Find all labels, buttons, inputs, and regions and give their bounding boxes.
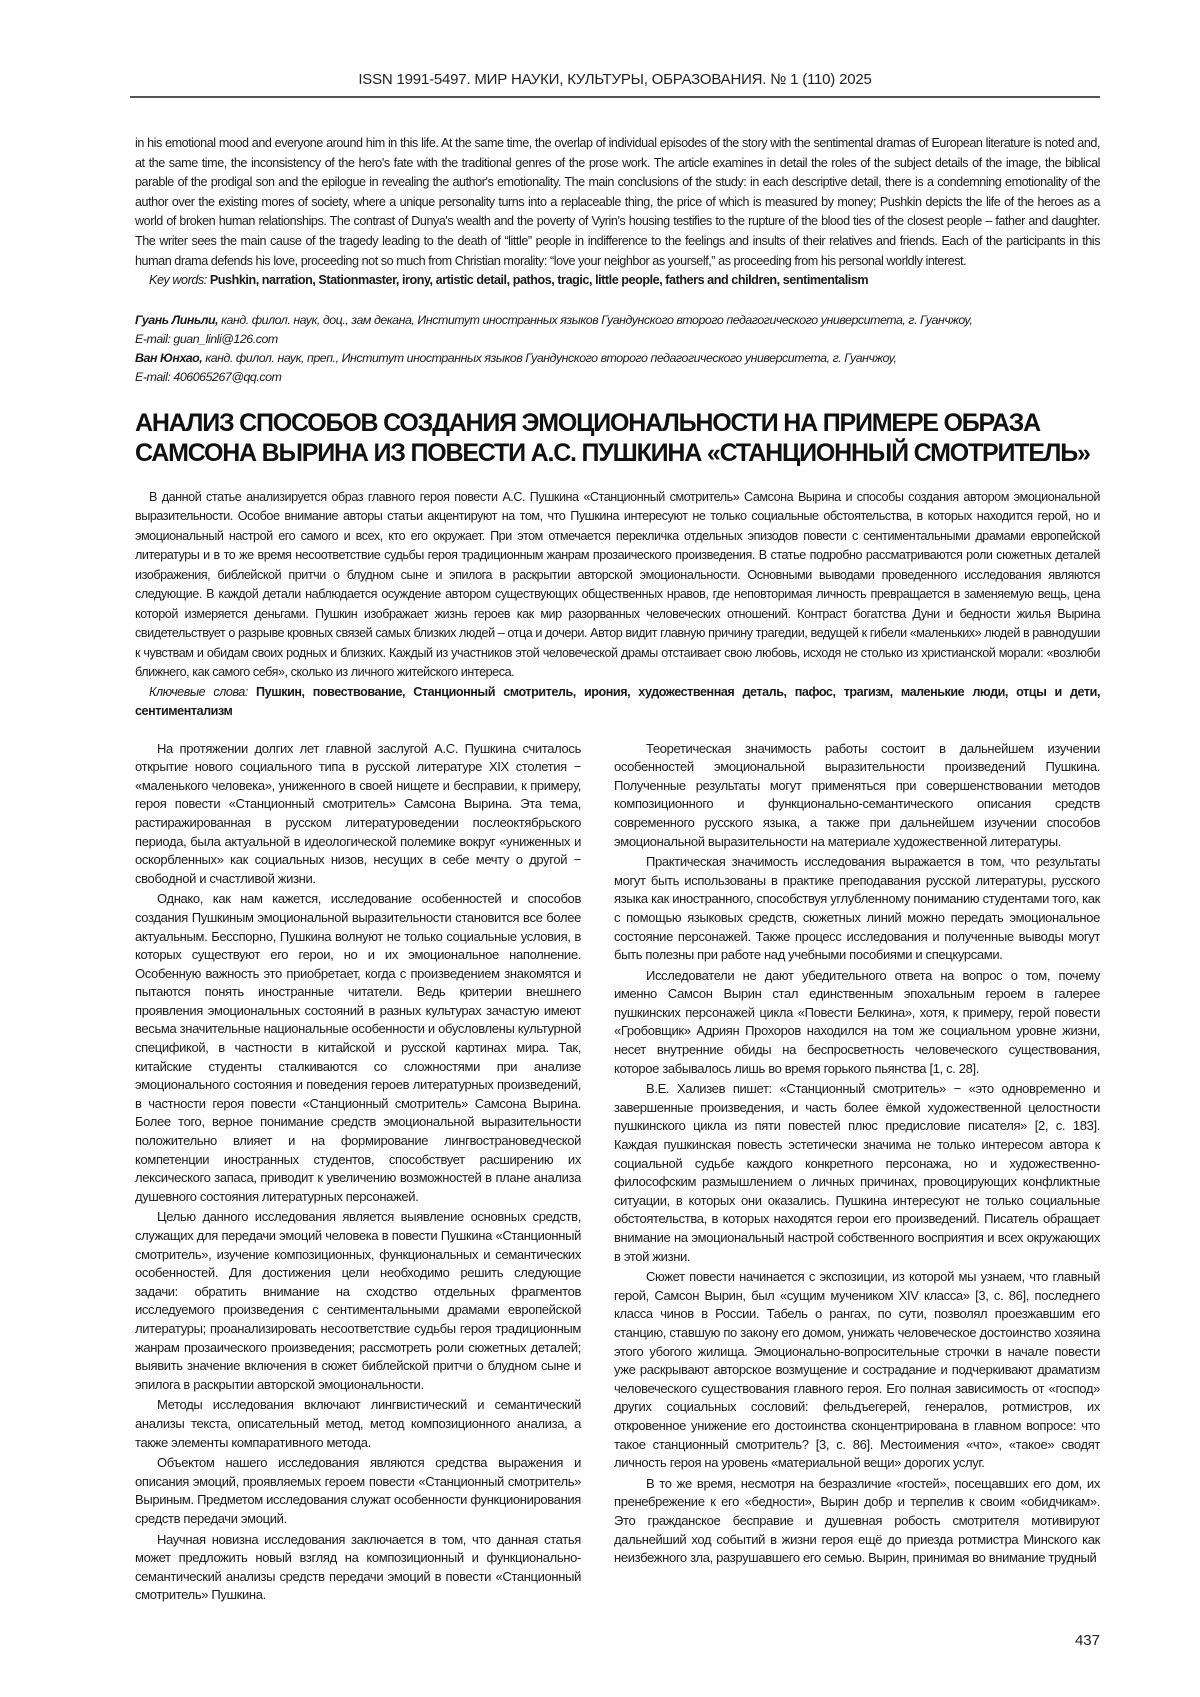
english-abstract-text: in his emotional mood and everyone around him in this life. At the same time, the overlap of individual episodes of the story with the sentimental dramas of European literature is noted and, at the same time, the inconsistency of the hero's fate with the traditional genres of the prose work. The article examines in detail the roles of the subject details of the image, the biblical parable of the prodigal son and the epilogue in revealing the author's emotionality. The main conclusions of the study: in each descriptive detail, there is a condemning emotionality of the author over the existing mores of society, where a unique personality turns into a replaceable thing, the price of which is measured by money; Pushkin depicts the life of the heroes as a world of broken human relationships. The contrast of Dunya's wealth and the poverty of Vyrin's housing testifies to the rupture of the blood ties of the closest people – father and daughter. The writer sees the main cause of the tragedy leading to the death of “little” people in indifference to the feelings and insults of their relatives and friends. Each of the participants in this human drama defends his love, proceeding not so much from Christian morality: “love your neighbor as yourself,” as proceeding from his personal worldly interest. xyxy=(135,136,1100,268)
author-affiliation: канд. филол. наук, преп., Институт иностранных языков Гуандунского второго педагогического университета, г. Гуанчжоу, xyxy=(202,351,897,366)
article-title xyxy=(135,408,1100,468)
paragraph: На протяжении долгих лет главной заслугой А.С. Пушкина считалось открытие нового социального типа в русской литературе XIX столетия − «маленького человека», униженного в своей нищете и бесправии, к примеру, героя повести «Станционный смотритель» Самсона Вырина. Эта тема, растиражированная в русском литературоведении послеоктябрьского периода, была актуальной в идеологической полемике вокруг «униженных и оскорбленных» как социальных низов, несущих в себе мечту о другой − свободной и счастливой жизни. xyxy=(135,740,581,886)
author-name: Ван Юнхао, xyxy=(135,351,203,366)
paragraph: Целью данного исследования является выявление основных средств, служащих для передачи эмоций человека в повести Пушкина «Станционный смотритель», изучение композиционных, функциональных и семантических особенностей. Для достижения цели необходимо решить следующие задачи: обратить внимание на сходство отдельных фрагментов исследуемого произведения с сентиментальными драмами европейской литературы; проанализировать несоответствие судьбы героя традиционным жанрам прозаического произведения; рассмотреть роли сюжетных деталей; выявить значение включения в сюжет библейской притчи о блудном сыне и эпилога в раскрытии авторской эмоциональности. xyxy=(135,1209,581,1392)
author-affiliation: канд. филол. наук, доц., зам декана, Институт иностранных языков Гуандунского второго педагогического университета, г. Гуанчжоу, xyxy=(218,312,973,327)
paragraph: Однако, как нам кажется, исследование особенностей и способов создания Пушкиным эмоциональной выразительности становится все более актуальным. Бесспорно, Пушкина волнуют не только социальные условия, в которых существуют его герои, но и их эмоциональное наполнение. Особенную важность это приобретает, когда с произведением знакомятся и пытаются понять иностранные читатели. Ведь критерии внешнего проявления эмоциональных состояний в разных культурах зачастую имеют весьма значительные национальные особенности и обусловлены культурной спецификой, в частности в китайской и русской картинах мира. Так, китайские студенты сталкиваются со сложностями при анализе эмоционального состояния и поведения героев литературных произведений, в частности героя повести «Станционный смотритель» Самсона Вырина. Более того, верное понимание средств эмоциональной выразительности положительно влияет и на формирование лингвострановедческой компетенции иностранных студентов, способствует расширению их лексического запаса, приводит к увеличению возможностей в плане анализа душевного состояния литературных персонажей. xyxy=(135,891,581,1204)
paragraph: Объектом нашего исследования являются средства выражения и описания эмоций, проявляемых героем повести «Станционный смотритель» Выриным. Предметом исследования служат особенности функционирования средств передачи эмоций. xyxy=(135,1455,581,1526)
english-keywords-label: Key words: xyxy=(149,273,207,288)
english-abstract xyxy=(135,134,1100,291)
header-divider xyxy=(130,96,1100,98)
page-number: 437 xyxy=(1074,1631,1100,1649)
paragraph: В.Е. Хализев пишет: «Станционный смотритель» − «это одновременно и завершенные произведения, и часть более ёмкой художественной целостности пушкинского цикла из пяти повестей плюс предисловие писателя» [2, с. 183]. Каждая пушкинская повесть эстетически значима не только интересом автора к социальной судьбе каждого конкретного персонажа, но и художественно-философским размышлением о личных причинах, провоцирующих конфликтные ситуации, в которых они оказались. Пушкина интересуют не только социальные обстоятельства, в которых находятся герои его произведений. Писатель обращает внимание на эмоциональный настрой собственного восприятия и всех окружающих в этой жизни. xyxy=(614,1081,1100,1264)
paragraph: Сюжет повести начинается с экспозиции, из которой мы узнаем, что главный герой, Самсон Вырин, был «сущим мучеником XIV класса» [3, с. 86], последнего класса чинов в России. Табель о рангах, по сути, позволял проезжавшим его станцию, ставшую по закону его домом, унижать человеческое достоинство хозяина этого убогого жилища. Эмоционально-вопросительные строчки в начале повести уже раскрывают авторское возмущение и сострадание и подчеркивают драматизм человеческого существования главного героя. Его полная зависимость от «господ» других социальных сословий: фельдъегерей, генералов, ротмистров, их откровенное унижение его достоинства сконцентрирована в главном вопросе: что такое станционный смотритель? [3, с. 86]. Местоимения «что», «такое» сводят личность героя на уровень «материальной вещи» дорогих услуг. xyxy=(614,1269,1100,1471)
russian-keywords-label: Ключевые слова: xyxy=(149,684,248,699)
author-1 xyxy=(135,311,1100,330)
body-columns xyxy=(135,740,1100,1607)
body-column-right xyxy=(614,740,1100,1570)
russian-abstract xyxy=(135,488,1100,722)
paragraph: Теоретическая значимость работы состоит в дальнейшем изучении особенностей эмоциональной выразительности произведений Пушкина. Полученные результаты могут применяться при совершенствовании методов композиционного и функционально-семантического описания средств современного русского языка, а также при дальнейшем изучении способов эмоциональной выразительности на материале художественной литературы. xyxy=(614,740,1100,849)
body-column-left xyxy=(135,740,581,1607)
running-header: ISSN 1991-5497. МИР НАУКИ, КУЛЬТУРЫ, ОБРАЗОВАНИЯ. № 1 (110) 2025 xyxy=(358,71,872,88)
author-email: E-mail: guan_linli@126.com xyxy=(135,331,278,346)
author-name: Гуань Линьли, xyxy=(135,312,219,327)
paragraph: Практическая значимость исследования выражается в том, что результаты могут быть использованы в практике преподавания русской литературы, русского языка как иностранного, способствуя углубленному пониманию студентами того, как с помощью языковых средств, сюжетных линий можно передать эмоциональное состояние персонажей. Также процесс исследования и полученные выводы могут быть полезны при работе над учебными пособиями и спецкурсами. xyxy=(614,854,1100,963)
article-title-line: САМСОНА ВЫРИНА ИЗ ПОВЕСТИ А.С. ПУШКИНА «СТАНЦИОННЫЙ СМОТРИТЕЛЬ» xyxy=(135,438,1090,467)
paragraph: Исследователи не дают убедительного ответа на вопрос о том, почему именно Самсон Вырин стал единственным эпохальным героем в галерее пушкинских персонажей цикла «Повести Белкина», хотя, к примеру, герой повести «Гробовщик» Адриян Прохоров находился на том же социальном уровне жизни, несет внутренние обиды на беспросветность человеческого существования, которое забывалось лишь во время горького пьянства [1, с. 28]. xyxy=(614,967,1100,1076)
article-title-line: АНАЛИЗ СПОСОБОВ СОЗДАНИЯ ЭМОЦИОНАЛЬНОСТИ НА ПРИМЕРЕ ОБРАЗА xyxy=(135,408,1040,437)
author-2 xyxy=(135,349,1100,368)
paragraph: Методы исследования включают лингвистический и семантический анализы текста, описательный метод, метод композиционного анализа, а также элементы компаративного метода. xyxy=(135,1397,581,1450)
russian-keywords xyxy=(135,683,1100,722)
russian-keywords-list: Пушкин, повествование, Станционный смотритель, ирония, художественная деталь, пафос, трагизм, маленькие люди, отцы и дети, сентиментализм xyxy=(135,684,1100,719)
english-keywords xyxy=(135,271,1100,291)
english-keywords-list: Pushkin, narration, Stationmaster, irony, artistic detail, pathos, tragic, little people, fathers and children, sentimentalism xyxy=(209,273,869,288)
author-info xyxy=(135,311,1100,388)
paragraph: Научная новизна исследования заключается в том, что данная статья может предложить новый взгляд на композиционный и функционально-семантический анализы средств передачи эмоций в повести «Станционный смотритель» Пушкина. xyxy=(135,1531,581,1603)
author-email: E-mail: 406065267@qq.com xyxy=(135,370,282,385)
russian-abstract-text: В данной статье анализируется образ главного героя повести А.С. Пушкина «Станционный смотритель» Самсона Вырина и способы создания автором эмоциональной выразительности. Особое внимание авторы статьи акцентируют на том, что Пушкина интересуют не только социальные обстоятельства, в которых находится герой, но и эмоциональный настрой его самого и всех, кто его окружает. При этом отмечается перекличка отдельных эпизодов повести с сентиментальными драмами европейской литературы и в то же время несоответствие судьбы героя традиционным жанрам прозаического произведения. В статье подробно рассматриваются роли сюжетных деталей изображения, библейской притчи о блудном сыне и эпилога в раскрытии авторской эмоциональности. Основными выводами проведенного исследования являются следующие. В каждой детали наблюдается осуждение автором существующих общественных нравов, где неповторимая личность превращается в заменяемую вещь, цена которой измеряется деньгами. Пушкин изображает жизнь героев как мир разорванных человеческих отношений. Контраст богатства Дуни и бедности жилья Вырина свидетельствует о разрыве кровных связей самых близких людей – отца и дочери. Автор видит главную причину трагедии, ведущей к гибели «маленьких» людей в равнодушии к чувствам и обидам своих родных и близких. Каждый из участников этой человеческой драмы отстаивает свою любовь, исходя не столько из христианской морали: «возлюби ближнего, как самого себя», сколько из личного житейского интереса. xyxy=(135,489,1100,680)
paragraph: В то же время, несмотря на безразличие «гостей», посещавших его дом, их пренебрежение к его «бедности», Вырин добр и терпелив к своим «обидчикам». Это гражданское бесправие и душевная робость смотрителя мотивируют дальнейший ход событий в жизни героя ещё до приезда ротмистра Минского как неизбежного зла, разрушавшего его семью. Вырин, принимая во внимание трудный xyxy=(614,1475,1100,1566)
